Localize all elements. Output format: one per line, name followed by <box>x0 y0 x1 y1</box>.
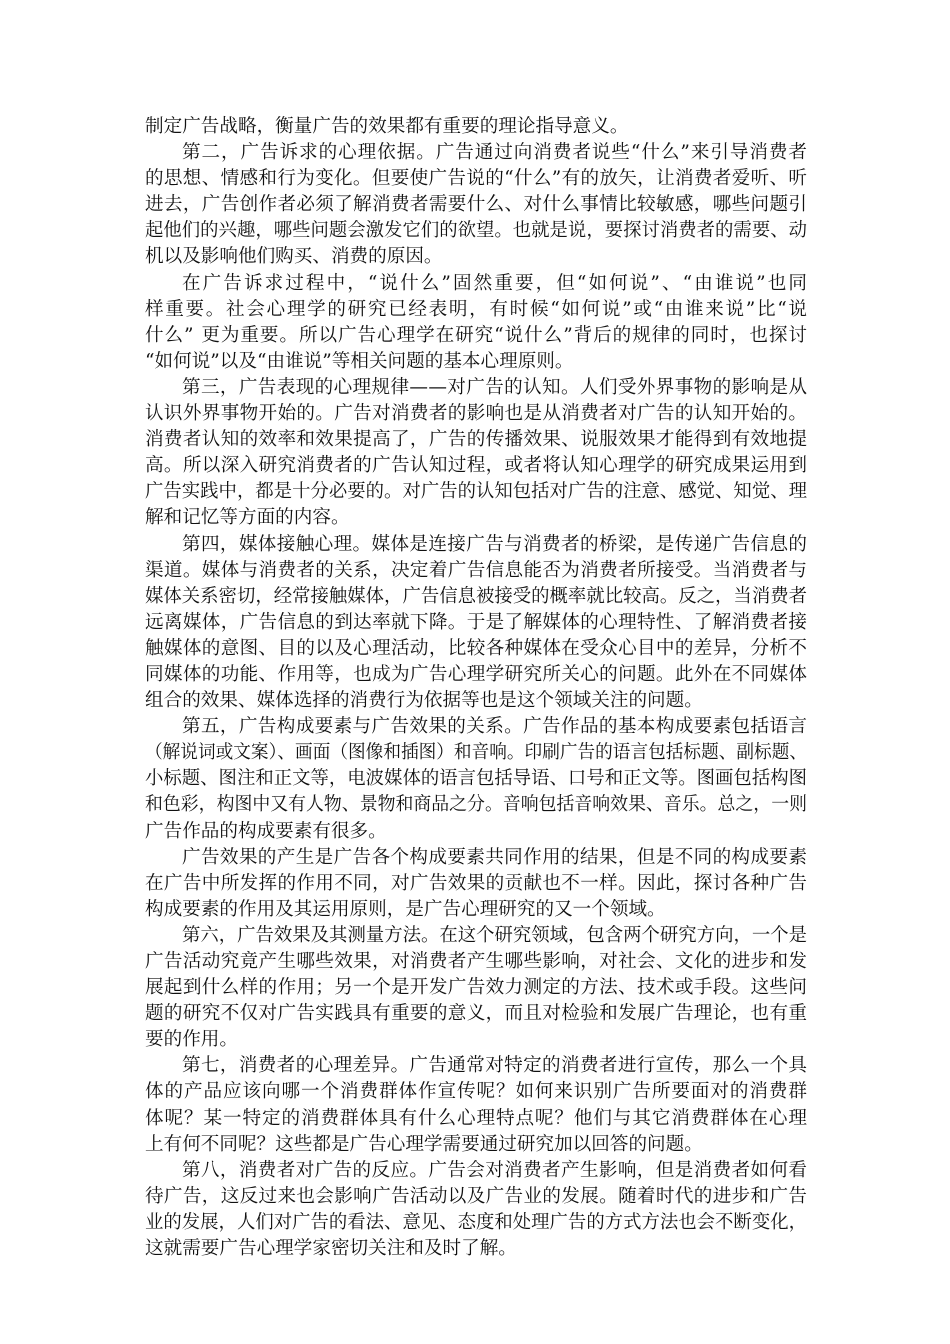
text-line: 认识外界事物开始的。广告对消费者的影响也是从消费者对广告的认知开始的。 <box>145 403 808 425</box>
text-line: 同媒体的功能、作用等，也成为广告心理学研究所关心的问题。此外在不同媒体 <box>145 663 808 685</box>
paragraph-first-line: 在广告诉求过程中，“说什么”固然重要，但“如何说”、“由谁说”也同 <box>182 272 810 294</box>
text-line: 构成要素的作用及其运用原则，是广告心理研究的又一个领域。 <box>145 898 666 920</box>
text-line: （解说词或文案）、画面（图像和插图）和音响。印刷广告的语言包括标题、副标题、 <box>145 742 807 764</box>
text-line: 渠道。媒体与消费者的关系，决定着广告信息能否为消费者所接受。当消费者与 <box>145 559 808 581</box>
paragraph-first-line: 第六，广告效果及其测量方法。在这个研究领域，包含两个研究方向，一个是 <box>182 924 807 946</box>
text-line: 媒体关系密切，经常接触媒体，广告信息被接受的概率就比较高。反之，当消费者 <box>145 585 807 607</box>
text-line: 消费者认知的效率和效果提高了，广告的传播效果、说服效果才能得到有效地提 <box>145 429 808 451</box>
paragraph-first-line: 第八，消费者对广告的反应。广告会对消费者产生影响，但是消费者如何看 <box>182 1159 808 1181</box>
text-line: 和色彩，构图中又有人物、景物和商品之分。音响包括音响效果、音乐。总之，一则 <box>145 794 807 816</box>
text-line: 待广告，这反过来也会影响广告活动以及广告业的发展。随着时代的进步和广告 <box>145 1185 808 1207</box>
text-line: 在广告中所发挥的作用不同，对广告效果的贡献也不一样。因此，探讨各种广告 <box>145 872 808 894</box>
text-line: 题的研究不仅对广告实践具有重要的意义，而且对检验和发展广告理论，也有重 <box>145 1003 808 1025</box>
text-line: 起他们的兴趣，哪些问题会激发它们的欲望。也就是说，要探讨消费者的需要、动 <box>145 220 807 242</box>
text-line: 体的产品应该向哪一个消费群体作宣传呢？如何来识别广告所要面对的消费群 <box>145 1081 808 1103</box>
paragraph-first-line: 第五，广告构成要素与广告效果的关系。广告作品的基本构成要素包括语言 <box>182 716 808 738</box>
text-line: 体呢？某一特定的消费群体具有什么心理特点呢？他们与其它消费群体在心理 <box>145 1107 808 1129</box>
text-line: 小标题、图注和正文等，电波媒体的语言包括导语、口号和正文等。图画包括构图 <box>145 768 807 790</box>
text-line: 解和记忆等方面的内容。 <box>145 507 350 529</box>
text-line: 广告实践中，都是十分必要的。对广告的认知包括对广告的注意、感觉、知觉、理 <box>145 481 807 503</box>
text-line: 上有何不同呢？这些都是广告心理学需要通过研究加以回答的问题。 <box>145 1133 703 1155</box>
paragraph-first-line: 第二，广告诉求的心理依据。广告通过向消费者说些“什么”来引导消费者 <box>182 142 808 164</box>
paragraph-first-line: 广告效果的产生是广告各个构成要素共同作用的结果，但是不同的构成要素 <box>182 846 808 868</box>
text-line: 广告作品的构成要素有很多。 <box>145 820 387 842</box>
text-line: 组合的效果、媒体选择的消费行为依据等也是这个领域关注的问题。 <box>145 690 703 712</box>
text-line: 进去，广告创作者必须了解消费者需要什么、对什么事情比较敏感，哪些问题引 <box>145 194 808 216</box>
text-line: 广告活动究竟产生哪些效果，对消费者产生哪些影响，对社会、文化的进步和发 <box>145 951 808 972</box>
text-line: 样重要。社会心理学的研究已经表明，有时候“如何说”或“由谁来说”比“说 <box>145 298 809 320</box>
text-line: 制定广告战略，衡量广告的效果都有重要的理论指导意义。 <box>145 116 629 137</box>
text-line: 的思想、情感和行为变化。但要使广告说的“什么”有的放矢，让消费者爱听、听 <box>145 168 808 190</box>
text-line: 触媒体的意图、目的以及心理活动，比较各种媒体在受众心目中的差异，分析不 <box>145 637 808 659</box>
text-line: 什么” 更为重要。所以广告心理学在研究“说什么”背后的规律的同时，也探讨 <box>145 324 808 346</box>
body-text <box>145 114 810 1262</box>
text-line: 要的作用。 <box>145 1029 238 1051</box>
text-line: 业的发展，人们对广告的看法、意见、态度和处理广告的方式方法也会不断变化， <box>145 1211 807 1233</box>
text-line: 远离媒体，广告信息的到达率就下降。于是了解媒体的心理特性、了解消费者接 <box>145 611 808 633</box>
text-line: 机以及影响他们购买、消费的原因。 <box>145 246 443 268</box>
text-line: 展起到什么样的作用；另一个是开发广告效力测定的方法、技术或手段。这些问 <box>145 977 808 999</box>
paragraph-first-line: 第七，消费者的心理差异。广告通常对特定的消费者进行宣传，那么一个具 <box>182 1055 808 1077</box>
text-line: 高。所以深入研究消费者的广告认知过程，或者将认知心理学的研究成果运用到 <box>145 455 808 477</box>
paragraph-first-line: 第三，广告表现的心理规律——对广告的认知。人们受外界事物的影响是从 <box>182 376 808 398</box>
paragraph-first-line: 第四，媒体接触心理。媒体是连接广告与消费者的桥梁，是传递广告信息的 <box>182 533 808 555</box>
text-line: 这就需要广告心理学家密切关注和及时了解。 <box>145 1238 517 1260</box>
text-line: “如何说”以及“由谁说”等相关问题的基本心理原则。 <box>145 350 574 372</box>
